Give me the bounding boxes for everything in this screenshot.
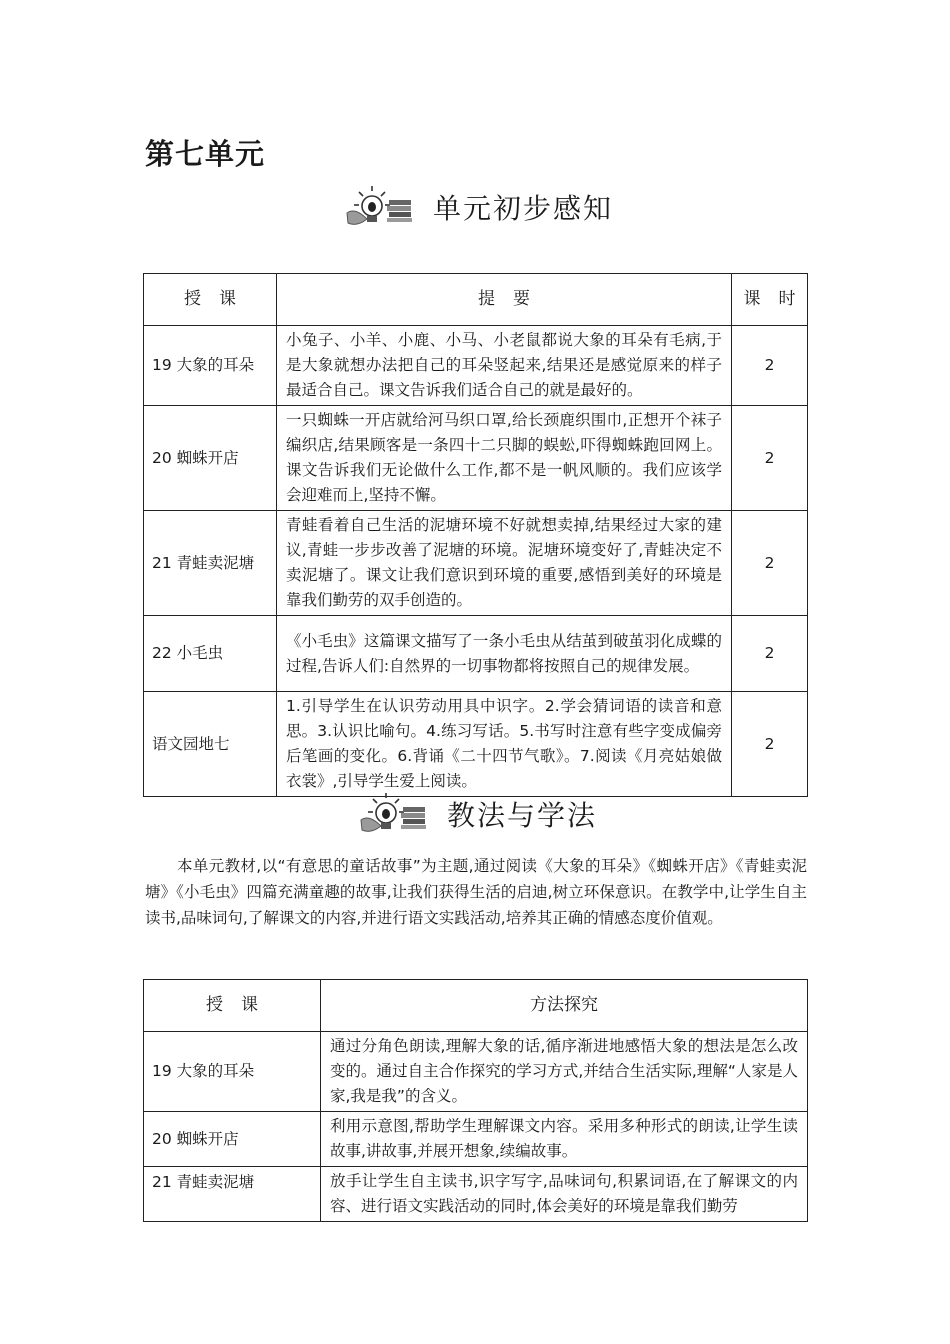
- section-heading-1: [345, 183, 613, 231]
- summary-cell: 1.引导学生在认识劳动用具中识字。2.学会猜词语的读音和意思。3.认识比喻句。4.练习写话。5.书写时注意有些字变成偏旁后笔画的变化。6.背诵《二十四节气歌》。7.阅读《月亮姑娘做衣裳》,引导学生爱上阅读。: [277, 692, 732, 797]
- method-table: [143, 979, 808, 1222]
- summary-cell: 青蛙看着自己生活的泥塘环境不好就想卖掉,结果经过大家的建议,青蛙一步步改善了泥塘的环境。泥塘环境变好了,青蛙决定不卖泥塘了。课文让我们意识到环境的重要,感悟到美好的环境是靠我们勤劳的双手创造的。: [277, 511, 732, 616]
- lesson-cell: 20 蜘蛛开店: [144, 1112, 321, 1167]
- lightbulb-books-icon: [359, 790, 429, 838]
- table-row: [144, 406, 808, 511]
- lesson-cell: 19 大象的耳朵: [144, 1032, 321, 1112]
- header-lesson: 授课: [144, 980, 321, 1032]
- method-cell: 利用示意图,帮助学生理解课文内容。采用多种形式的朗读,让学生读故事,讲故事,并展开想象,续编故事。: [321, 1112, 808, 1167]
- unit-title: 第七单元: [145, 137, 266, 171]
- header-summary: 提要: [277, 274, 732, 326]
- section-title: 教法与学法: [447, 799, 598, 832]
- hours-cell: 2: [732, 326, 808, 406]
- lesson-cell: 语文园地七: [144, 692, 277, 797]
- header-method: 方法探究: [321, 980, 808, 1032]
- intro-paragraph: 本单元教材,以“有意思的童话故事”为主题,通过阅读《大象的耳朵》《蜘蛛开店》《青蛙卖泥塘》《小毛虫》四篇充满童趣的故事,让我们获得生活的启迪,树立环保意识。在教学中,让学生自主读书,品味词句,了解课文的内容,并进行语文实践活动,培养其正确的情感态度价值观。: [145, 857, 807, 927]
- summary-cell: 《小毛虫》这篇课文描写了一条小毛虫从结茧到破茧羽化成蝶的过程,告诉人们:自然界的一切事物都将按照自己的规律发展。: [277, 616, 732, 692]
- table-header-row: [144, 980, 808, 1032]
- method-cell: 通过分角色朗读,理解大象的话,循序渐进地感悟大象的想法是怎么改变的。通过自主合作探究的学习方式,并结合生活实际,理解“人家是人家,我是我”的含义。: [321, 1032, 808, 1112]
- hours-cell: 2: [732, 616, 808, 692]
- lesson-cell: 20 蜘蛛开店: [144, 406, 277, 511]
- table-header-row: [144, 274, 808, 326]
- summary-cell: 小兔子、小羊、小鹿、小马、小老鼠都说大象的耳朵有毛病,于是大象就想办法把自己的耳朵竖起来,结果还是感觉原来的样子最适合自己。课文告诉我们适合自己的就是最好的。: [277, 326, 732, 406]
- unit-overview-table: [143, 273, 808, 797]
- table-row: [144, 692, 808, 797]
- hours-cell: 2: [732, 692, 808, 797]
- lesson-cell: 21 青蛙卖泥塘: [144, 1167, 321, 1222]
- method-cell: 放手让学生自主读书,识字写字,品味词句,积累词语,在了解课文的内容、进行语文实践活动的同时,体会美好的环境是靠我们勤劳: [321, 1167, 808, 1222]
- table-row: [144, 1112, 808, 1167]
- lightbulb-books-icon: [345, 183, 415, 231]
- section-heading-2: [359, 790, 597, 838]
- table-row: [144, 1167, 808, 1222]
- hours-cell: 2: [732, 406, 808, 511]
- lesson-cell: 21 青蛙卖泥塘: [144, 511, 277, 616]
- table-row: [144, 616, 808, 692]
- lesson-cell: 22 小毛虫: [144, 616, 277, 692]
- header-hours: 课时: [732, 274, 808, 326]
- header-lesson: 授课: [144, 274, 277, 326]
- summary-cell: 一只蜘蛛一开店就给河马织口罩,给长颈鹿织围巾,正想开个袜子编织店,结果顾客是一条四十二只脚的蜈蚣,吓得蜘蛛跑回网上。课文告诉我们无论做什么工作,都不是一帆风顺的。我们应该学会迎难而上,坚持不懈。: [277, 406, 732, 511]
- hours-cell: 2: [732, 511, 808, 616]
- table-row: [144, 326, 808, 406]
- table-row: [144, 511, 808, 616]
- table-row: [144, 1032, 808, 1112]
- lesson-cell: 19 大象的耳朵: [144, 326, 277, 406]
- section-title: 单元初步感知: [433, 192, 614, 225]
